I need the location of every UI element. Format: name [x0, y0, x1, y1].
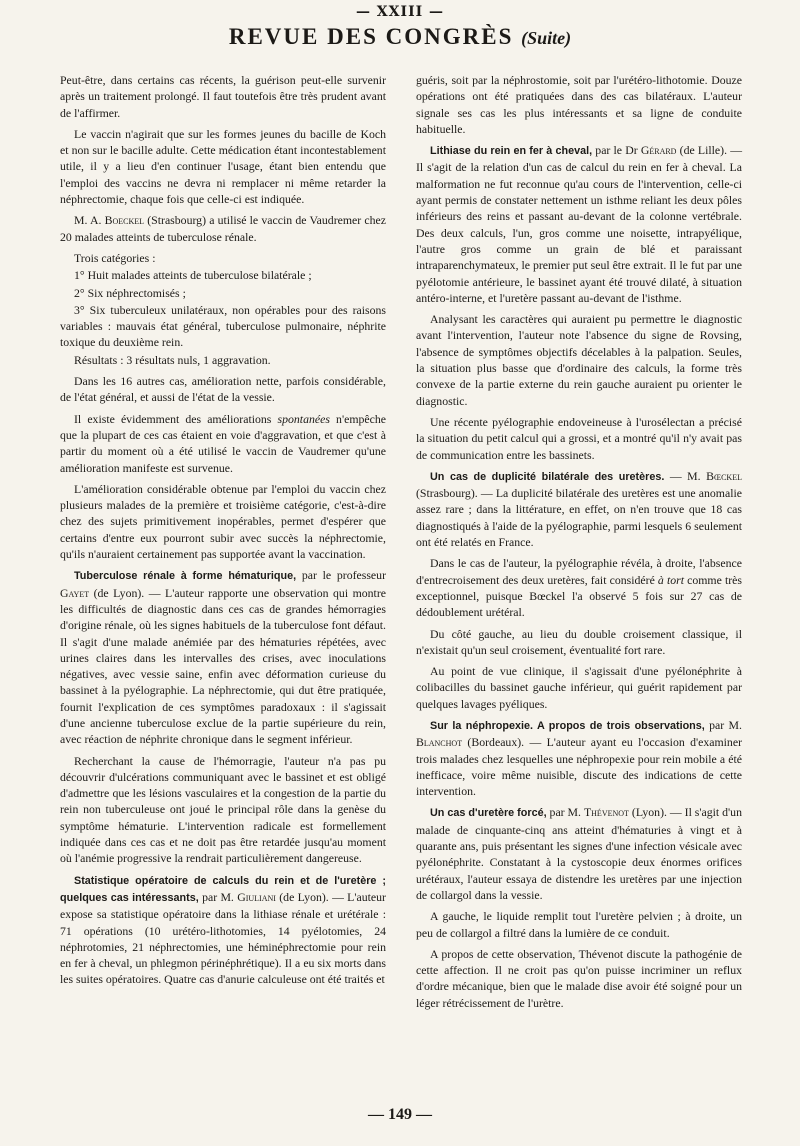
- list-item: 3° Six tuberculeux unilatéraux, non opérables pour des raisons variables : mauvais état général, tuberculose pulmonaire, néphrite toxique du deuxième rein.: [60, 302, 386, 350]
- paragraph: Analysant les caractères qui auraient pu permettre le diagnostic avant l'intervention, l'auteur note l'absence du signe de Rovsing, l'absence de symptômes objectifs décelables à la palpation. Seules, la situation plus basse que d'ordinaire des calculs, la forme très convexe de la partie externe du rein gauche auraient pu orienter le diagnostic.: [416, 312, 742, 408]
- article-entry: Un cas d'uretère forcé, par M. Thévenot (Lyon). — Il s'agit d'un malade de cinquante-cinq ans atteint d'hématuries à vingt et à quarante ans, puis présentant les signes d'une infection vésicale avec pyélonéphrite. Constatant à la cystoscopie deux énormes orifices urétéraux, l'auteur essaya de distendre les uretères par une injection de collargol dans la vessie.: [416, 805, 742, 902]
- paragraph: Résultats : 3 résultats nuls, 1 aggravation.: [74, 352, 271, 367]
- author-name: Giuliani: [237, 889, 276, 904]
- paragraph: Du côté gauche, au lieu du double croisement classique, il n'existait qu'un seul croisement, éventualité fort rare.: [416, 626, 742, 657]
- article-heading: Lithiase du rein en fer à cheval,: [430, 145, 593, 158]
- paragraph: Le vaccin n'agirait que sur les formes jeunes du bacille de Koch et non sur le bacille adulte. Cette médication étant incontestablement utile, il y a lieu d'en continuer l'usage, étant bien entendu que l'emploi des vaccins ne devra ni remplacer ni même retarder la néphrectomie, chaque fois que celle-ci est indiquée.: [60, 126, 386, 207]
- paragraph: Trois catégories :: [74, 250, 156, 265]
- article-entry: Lithiase du rein en fer à cheval, par le Dr Gérard (de Lille). — Il s'agit de la relation d'un cas de calcul du rein en fer à cheval. La malformation ne fut reconnue qu'au cours de l'intervention, celle-ci ayant permis de constater nettement un isthme reliant les deux pôles inférieurs des reins et passant au-devant de la colonne vertébrale. Des deux calculs, l'un, gros comme une noisette, intrapyélique, l'autre gros comme un grain de blé et paraissant intraparenchymateux, le premier put seul être extrait. Il le fut par une pyélotomie antérieure, le bassinet ayant été trouvé dilaté, à situation antéro-interne, et l'uretère passant au-devant de l'isthme.: [416, 143, 742, 305]
- author-name: Bœckel: [706, 468, 742, 483]
- paragraph: L'amélioration considérable obtenue par l'emploi du vaccin chez plusieurs malades de la première et troisième catégorie, c'est-à-dire chez des sujets primitivement inopérables, permet d'espérer que certains d'entre eux pourront subir avec succès la néphrectomie, qu'ils n'auraient certainement pas supportée avant la vaccination.: [60, 481, 386, 562]
- paragraph: Il existe évidemment des améliorations spontanées n'empêche que la plupart de ces cas étaient en voie d'aggravation, et que c'est à partir du moment où a été utilisé le vaccin de Vaudremer qu'une amélioration manifeste est survenue.: [60, 411, 387, 475]
- author-name: Gayet: [60, 585, 90, 600]
- paragraph: guéris, soit par la néphrostomie, soit par l'urétéro-lithotomie. Douze opérations ont été pratiquées dans des cas bilatéraux. L'auteur signale ses cas les plus intéressants et sa ligne de conduite habituelle.: [416, 73, 742, 136]
- paragraph: Dans le cas de l'auteur, la pyélographie révéla, à droite, l'absence d'entrecroisement des deux uretères, fait considéré à tort comme très exceptionnel, puisque Bœckel l'a observé 5 fois sur 27 cas de dédoublement urétéral.: [416, 556, 742, 620]
- article-heading: Sur la néphropexie. A propos de trois observations,: [430, 719, 705, 732]
- title-text: REVUE DES CONGRÈS: [228, 24, 514, 49]
- paragraph: Peut-être, dans certains cas récents, la guérison peut-elle survenir après un traitement prolongé. Il faut toutefois être très prudent avant de l'affirmer.: [60, 73, 386, 120]
- paragraph: A propos de cette observation, Thévenot discute la pathogénie de cette affection. Il ne croit pas qu'on puisse incriminer un reflux d'ordre mécanique, bien que le malade dise avoir été soigné pour un léger rétrécissement de l'urètre.: [416, 946, 742, 1010]
- article-entry: Sur la néphropexie. A propos de trois observations, par M. Blanchot (Bordeaux). — L'auteur ayant eu l'occasion d'examiner trois malades chez lesquelles une néphropexie pour rein mobile a été inefficace, voire même nuisible, discute des indications de cette intervention.: [416, 717, 742, 799]
- paragraph: Dans les 16 autres cas, amélioration nette, parfois considérable, de l'état général, et aussi de l'état de la vessie.: [60, 374, 386, 405]
- list-item: 2° Six néphrectomisés ;: [74, 285, 186, 300]
- article-entry: Tuberculose rénale à forme hématurique, par le professeur Gayet (de Lyon). — L'auteur rapporte une observation qui montre les difficultés de diagnostic dans ces cas de grandes hémorragies d'origine rénale, où les signes habituels de la tuberculose font défaut. Il s'agit d'une malade anémiée par des hématuries répétées, avec urines claires dans les intervalles des crises, avec inoculations négatives, avec vessie saine, enfin avec déformation curieuse du bassinet à la pyélographie. La néphrectomie, qui dut être pratiquée, fournit l'explication de ces symptômes paradoxaux : il s'agissait d'une ancienne tuberculose exclue de la partie supérieure du rein, avec réaction de néphrite chronique dans le segment inférieur.: [60, 568, 386, 747]
- title-suffix: (Suite): [521, 28, 572, 48]
- author-name: M. A. Boeckel: [74, 213, 145, 228]
- paragraph: Une récente pyélographie endoveineuse à l'urosélectan a précisé la situation du petit calcul qui a grossi, et a montré qu'il n'y avait pas de communication entre les bassinets.: [416, 414, 742, 462]
- article-heading: Un cas de duplicité bilatérale des uretères.: [430, 470, 665, 483]
- author-name: Gérard: [640, 143, 677, 158]
- paragraph: A gauche, le liquide remplit tout l'uretère pelvien ; à droite, un peu de collargol a filtré dans la lumière de ce conduit.: [416, 909, 742, 940]
- paragraph: Au point de vue clinique, il s'agissait d'une pyélonéphrite à colibacilles du bassinet gauche inférieur, qui guérit rapidement par quelques lavages pyéliques.: [416, 664, 742, 711]
- article-entry: Statistique opératoire de calculs du rein et de l'uretère ; quelques cas intéressants, par M. Giuliani (de Lyon). — L'auteur expose sa statistique opératoire dans la lithiase rénale et urétérale : 71 opérations (10 urétéro-lithotomies, 14 pyélotomies, 24 néphrotomies, 21 néphrectomies, une héminéphrectomie pour rein en fer à cheval, un phlegmon périnéphrétique). Il a eu six morts dans les suites opératoires. Quatre cas d'anurie calculeuse ont été traités et: [60, 874, 386, 987]
- author-name: Thévenot: [583, 805, 629, 820]
- article-heading: Tuberculose rénale à forme hématurique,: [74, 570, 297, 583]
- roman-page-number: — XXIII —: [355, 4, 445, 20]
- article-entry: Un cas de duplicité bilatérale des uretères. — M. Bœckel (Strasbourg). — La duplicité bilatérale des uretères est une anomalie assez rare ; dans la littérature, en effet, on n'en trouve que 18 cas diagnostiqués à l'aide de la pyélographie, parmi lesquels 6 seulement ont été relatés en France.: [416, 468, 742, 550]
- left-column: [60, 72, 386, 993]
- article-heading: Un cas d'uretère forcé,: [430, 807, 547, 820]
- list-item: 1° Huit malades atteints de tuberculose bilatérale ;: [74, 268, 312, 283]
- paragraph: M. A. Boeckel (Strasbourg) a utilisé le vaccin de Vaudremer chez 20 malades atteints de tuberculose rénale.: [60, 213, 386, 244]
- paragraph: Recherchant la cause de l'hémorragie, l'auteur n'a pas pu découvrir d'ulcérations communiquant avec le bassinet et est obligé d'admettre que les lésions vasculaires et la congestion de la partie du rein non tuberculeuse ont joué le principal rôle dans la genèse du symptôme hématurie. L'intervention radicale est formellement indiquée dans ces cas et ne doit pas être retardée jusqu'au moment où l'anémie progressive la rendrait particulièrement dangereuse.: [60, 753, 386, 866]
- page-title: [0, 24, 800, 50]
- article-heading: Statistique opératoire de calculs du rein et de l'uretère ; quelques cas intéressants,: [60, 874, 386, 904]
- page-number: — 149 —: [368, 1106, 432, 1123]
- right-column: [416, 72, 742, 1016]
- author-name: Blanchot: [416, 735, 463, 750]
